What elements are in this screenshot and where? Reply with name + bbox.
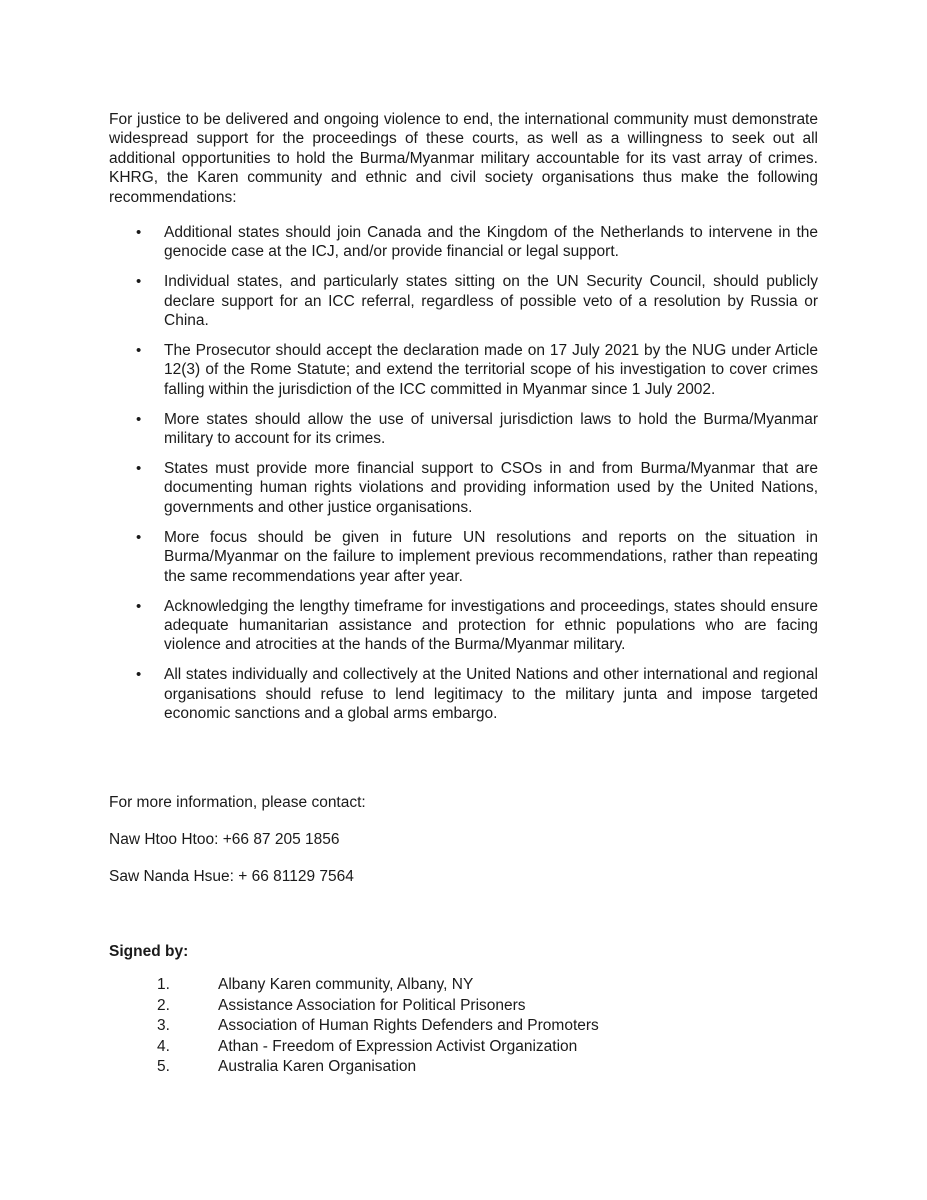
list-number: 5. xyxy=(157,1058,170,1075)
recommendation-text: Acknowledging the lengthy timeframe for investigations and proceedings, states should ensure adequate humanitarian assistance and protection for ethnic populations who are facing violence and atrocities at the hands of the Burma/Myanmar military. xyxy=(164,597,818,654)
recommendation-text: All states individually and collectively at the United Nations and other international and regional organisations should refuse to lend legitimacy to the military junta and impose targeted economic sanctions and a global arms embargo. xyxy=(164,666,818,723)
signatories-list xyxy=(109,975,818,1078)
list-number: 3. xyxy=(157,1017,170,1034)
bullet-icon: • xyxy=(136,666,142,684)
signatory-name: Assistance Association for Political Prisoners xyxy=(218,996,526,1014)
list-item xyxy=(109,272,818,330)
signatory-name: Australia Karen Organisation xyxy=(218,1058,417,1075)
signatory-name: Athan - Freedom of Expression Activist Organization xyxy=(218,1037,578,1055)
list-item xyxy=(109,223,818,262)
contact-person-2: Saw Nanda Hsue: + 66 81129 7564 xyxy=(109,868,354,885)
recommendations-list xyxy=(109,223,818,734)
signed-heading: Signed by: xyxy=(109,943,189,960)
list-number: 1. xyxy=(157,976,170,993)
signatory-name: Association of Human Rights Defenders and Promoters xyxy=(218,1017,599,1034)
contact-heading: For more information, please contact: xyxy=(109,794,366,811)
bullet-icon: • xyxy=(136,273,142,291)
list-item xyxy=(109,1057,818,1078)
list-item xyxy=(109,996,818,1017)
list-item xyxy=(109,665,818,723)
list-item xyxy=(109,1016,818,1037)
bullet-icon: • xyxy=(136,342,142,360)
recommendation-text: Additional states should join Canada and the Kingdom of the Netherlands to intervene in the genocide case at the ICJ, and/or provide financial or legal support. xyxy=(164,224,818,261)
contact-person-1: Naw Htoo Htoo: +66 87 205 1856 xyxy=(109,831,340,848)
recommendation-text: Individual states, and particularly states sitting on the UN Security Council, should publicly declare support for an ICC referral, regardless of possible veto of a resolution by Russia or China. xyxy=(164,273,818,330)
bullet-icon: • xyxy=(136,410,142,428)
bullet-icon: • xyxy=(136,528,142,546)
list-number: 2. xyxy=(157,996,170,1014)
intro-paragraph: For justice to be delivered and ongoing violence to end, the international community must demonstrate widespread support for the proceedings of these courts, as well as a willingness to seek out all additional opportunities to hold the Burma/Myanmar military accountable for its vast array of crimes. KHRG, the Karen community and ethnic and civil society organisations thus make the following recommendations: xyxy=(109,111,818,206)
list-item xyxy=(109,1037,818,1058)
bullet-icon: • xyxy=(136,460,142,478)
list-item xyxy=(109,410,818,449)
signatory-name: Albany Karen community, Albany, NY xyxy=(218,976,474,993)
list-item xyxy=(109,341,818,399)
bullet-icon: • xyxy=(136,224,142,241)
recommendation-text: States must provide more financial support to CSOs in and from Burma/Myanmar that are documenting human rights violations and providing information used by the United Nations, governments and other justice organisations. xyxy=(164,460,818,516)
list-number: 4. xyxy=(157,1037,170,1055)
list-item xyxy=(109,459,818,517)
list-item xyxy=(109,528,818,586)
bullet-icon: • xyxy=(136,597,142,615)
recommendation-text: More focus should be given in future UN resolutions and reports on the situation in Burma/Myanmar on the failure to implement previous recommendations, rather than repeating the same recommendations year after year. xyxy=(164,528,818,585)
list-item xyxy=(109,597,818,655)
recommendation-text: The Prosecutor should accept the declaration made on 17 July 2021 by the NUG under Article 12(3) of the Rome Statute; and extend the territorial scope of his investigation to cover crimes falling within the jurisdiction of the ICC committed in Myanmar since 1 July 2002. xyxy=(164,342,818,398)
list-item xyxy=(109,975,818,996)
recommendation-text: More states should allow the use of universal jurisdiction laws to hold the Burma/Myanmar military to account for its crimes. xyxy=(164,410,818,448)
